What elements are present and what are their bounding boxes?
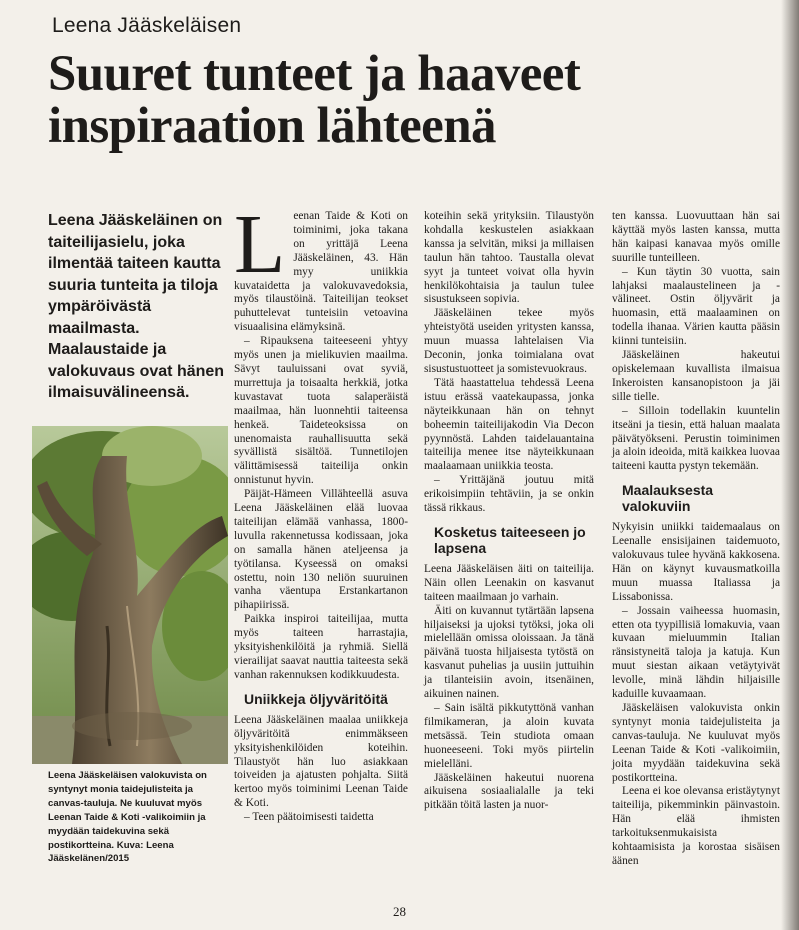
paragraph: koteihin sekä yrityksiin. Tilaustyön kohdalla keskustelen asiakkaan kanssa ja selvitän, miksi ja millaisen taulun hän tahtoo. Taustalla olevat syyt ja tunteet voivat olla hyvin henkilökohtaisia ja taulun tulee sisustukseen sopivia. [424, 210, 594, 306]
paragraph: eenan Taide & Koti on toiminimi, joka takana on yrittäjä Leena Jääskeläinen, 43. Hän myy uniikkia kuvataidetta ja valokuvavedoksia, myös tilaustöinä. Taiteilijan teokset puhuttelevat tunteisiin vetoavina visuaalisina elämyksinä. [234, 210, 408, 334]
article-column-3 [612, 210, 780, 869]
author-kicker: Leena Jääskeläisen [52, 14, 242, 37]
drop-cap: L [234, 198, 286, 291]
page-number: 28 [393, 904, 406, 919]
page-fold-shadow [781, 0, 799, 930]
paragraph: ten kanssa. Luovuuttaan hän sai käyttää myös lasten kanssa, mutta hän kaipasi kanavaa myös omille suurille tunteilleen. [612, 210, 780, 264]
lede: Leena Jääskeläinen on taiteilijasielu, joka ilmentää taiteen kautta suuria tunteita ja tiloja ympäröivästä maailmasta. Maalaustaide ja valokuvaus ovat hänen ilmaisuvälineensä. [48, 212, 225, 401]
paragraph: – Teen päätoimisesti taidetta [244, 811, 374, 824]
subheading: Uniikkeja öljyväritöitä [244, 690, 388, 707]
paragraph: Jääskeläinen hakeutui opiskelemaan kuvallista ilmaisua Inkeroisten kansanopistoon ja jäi sille tielle. [612, 349, 780, 403]
article-column-2 [424, 210, 594, 813]
subheading: Maalauksesta valokuviin [622, 482, 714, 515]
paragraph: – Ripauksena taiteeseeni yhtyy myös unen ja mielikuvien maailma. Sävyt tauluissani ovat syviä, murrettuja ja toisaalta herkkiä, jotka kuvastavat tuota salaperäistä maailmaa, hän luonnehtii taiteensa henkeä. Taideteoksissa on unenomaista rauhallisuutta sekä syvällistä sisältöä. Tunnetilojen välittämisessä taiteilija onkin onnistunut hyvin. [234, 335, 408, 487]
paragraph: – Silloin todellakin kuuntelin itseäni ja tiesin, että haluan maalata päivätyökseni. Perustin toiminimen ja aloin ideoida, mitä kaikkea luovaa taiteeni kautta pystyn tekemään. [612, 404, 780, 473]
paragraph: Nykyisin uniikki taidemaalaus on Leenalle ensisijainen taidemuoto, valokuvaus tulee hyvänä kakkosena. Hän on käynyt kuvausmatkoilla muun muassa Italiassa ja Lissabonissa. [612, 521, 780, 603]
paragraph: Leena Jääskeläisen äiti on taiteilija. Näin ollen Leenakin on kasvanut taiteen maailmaan jo varhain. [424, 562, 594, 603]
paragraph: – Kun täytin 30 vuotta, sain lahjaksi maalaustelineen ja -välineet. Ostin öljyvärit ja huomasin, että maalaaminen on todella ihanaa. Värien kautta pääsin kiinni tunteisiin. [612, 265, 780, 348]
paragraph: Jääskeläinen hakeutui nuorena aikuisena sosiaalialalle ja teki pitkään töitä lasten ja nuor- [424, 771, 594, 812]
paragraph: – Sain isältä pikkutyttönä vanhan filmikameran, ja aloin kuvata metsässä. Tein studiota omaan huoneeseeni. Toki myös piirtelin mielelläni. [424, 702, 594, 770]
article-column-1 [234, 198, 408, 825]
paragraph: Päijät-Hämeen Villähteellä asuva Leena Jääskeläinen elää luovaa taiteilijan elämää vanhassa, 1800-luvulla rakennetussa kodissaan, joka on samalla hänen ateljeensa ja työtilansa. Kyseessä on omaksi ostettu, noin 130 neliön suuruinen vanha väentupa Erstankartanon pihapiirissä. [234, 488, 408, 612]
tree-photo [32, 426, 228, 764]
paragraph: Leena ei koe olevansa eristäytynyt taiteilija, pikemminkin päinvastoin. Hän elää ihmisten tarkoituksenmukaisista kohtaamisista ja korostaa sisäisen äänen [612, 785, 780, 867]
paragraph: Jääskeläinen tekee myös yhteistyötä useiden yritysten kanssa, muun muassa lahtelaisen Via Deconin, jonka toimialana ovat sisustustuotteet ja somistevuokraus. [424, 307, 594, 375]
paragraph: Leena Jääskeläinen maalaa uniikkeja öljyväritöitä enimmäkseen yksityishenkilöiden koteihin. Tilaustyöt hän luo asiakkaan toiveiden ja ajatusten pohjalta. Siitä kertoo myös toiminimi Leenan Taide & Koti. [234, 713, 408, 810]
paragraph: – Yrittäjänä joutuu mitä erikoisimpiin tehtäviin, ja se onkin tässä rikkaus. [424, 474, 594, 515]
paragraph: Jääskeläisen valokuvista onkin syntynyt monia taidejulisteita ja canvas-tauluja. Ne kuuluvat myös Leenan Taide & Koti -valikoimiin, joita myydään taidekuvina sekä postikortteina. [612, 702, 780, 784]
paragraph: – Jossain vaiheessa huomasin, etten ota tyypillisiä lomakuvia, vaan kuvaan mieluummin Italian ränsistyneitä taloja ja katuja. Kun muut siestan aikaan vetäytyivät levolle, minä lähdin hiljaisille kaduille kuvaamaan. [612, 604, 780, 701]
headline: Suuret tunteet ja haaveet inspiraation lähteenä [48, 46, 581, 154]
paragraph: Tätä haastattelua tehdessä Leena istuu erässä vaatekaupassa, jonka näyteikkunaan hän on tehnyt boheemin taiteilijakodin Via Decon pyynnöstä. Lahden taidelauantaina taiteilija menee itse näyteikkunaan maalaamaan uniikkia teosta. [424, 376, 594, 473]
subheading: Kosketus taiteeseen jo lapsena [434, 523, 586, 556]
photo-caption: Leena Jääskeläisen valokuvista on syntynyt monia taidejulisteita ja canvas-tauluja. Ne kuuluvat myös Leenan Taide & Koti -valikoimiin ja myydään taidekuvina sekä postikortteina. Kuva: Leena Jääskelänen/2015 [48, 770, 207, 865]
paragraph: Paikka inspiroi taiteilijaa, mutta myös taiteen harrastajia, yksityishenkilöitä ja ryhmiä. Siellä vierailijat saavat nauttia taiteesta sekä vanhan rakennuksen kodikkuudesta. [234, 613, 408, 681]
paragraph: Äiti on kuvannut tytärtään lapsena hiljaiseksi ja ujoksi tytöksi, joka oli mielellään omissa oloissaan. Ja tänä päivänä tuosta hiljaisesta tytöstä on kasvanut puhelias ja uusiin juttuihin ja tilanteisiin avoin, itsenäinen, aikuinen nainen. [424, 604, 594, 701]
